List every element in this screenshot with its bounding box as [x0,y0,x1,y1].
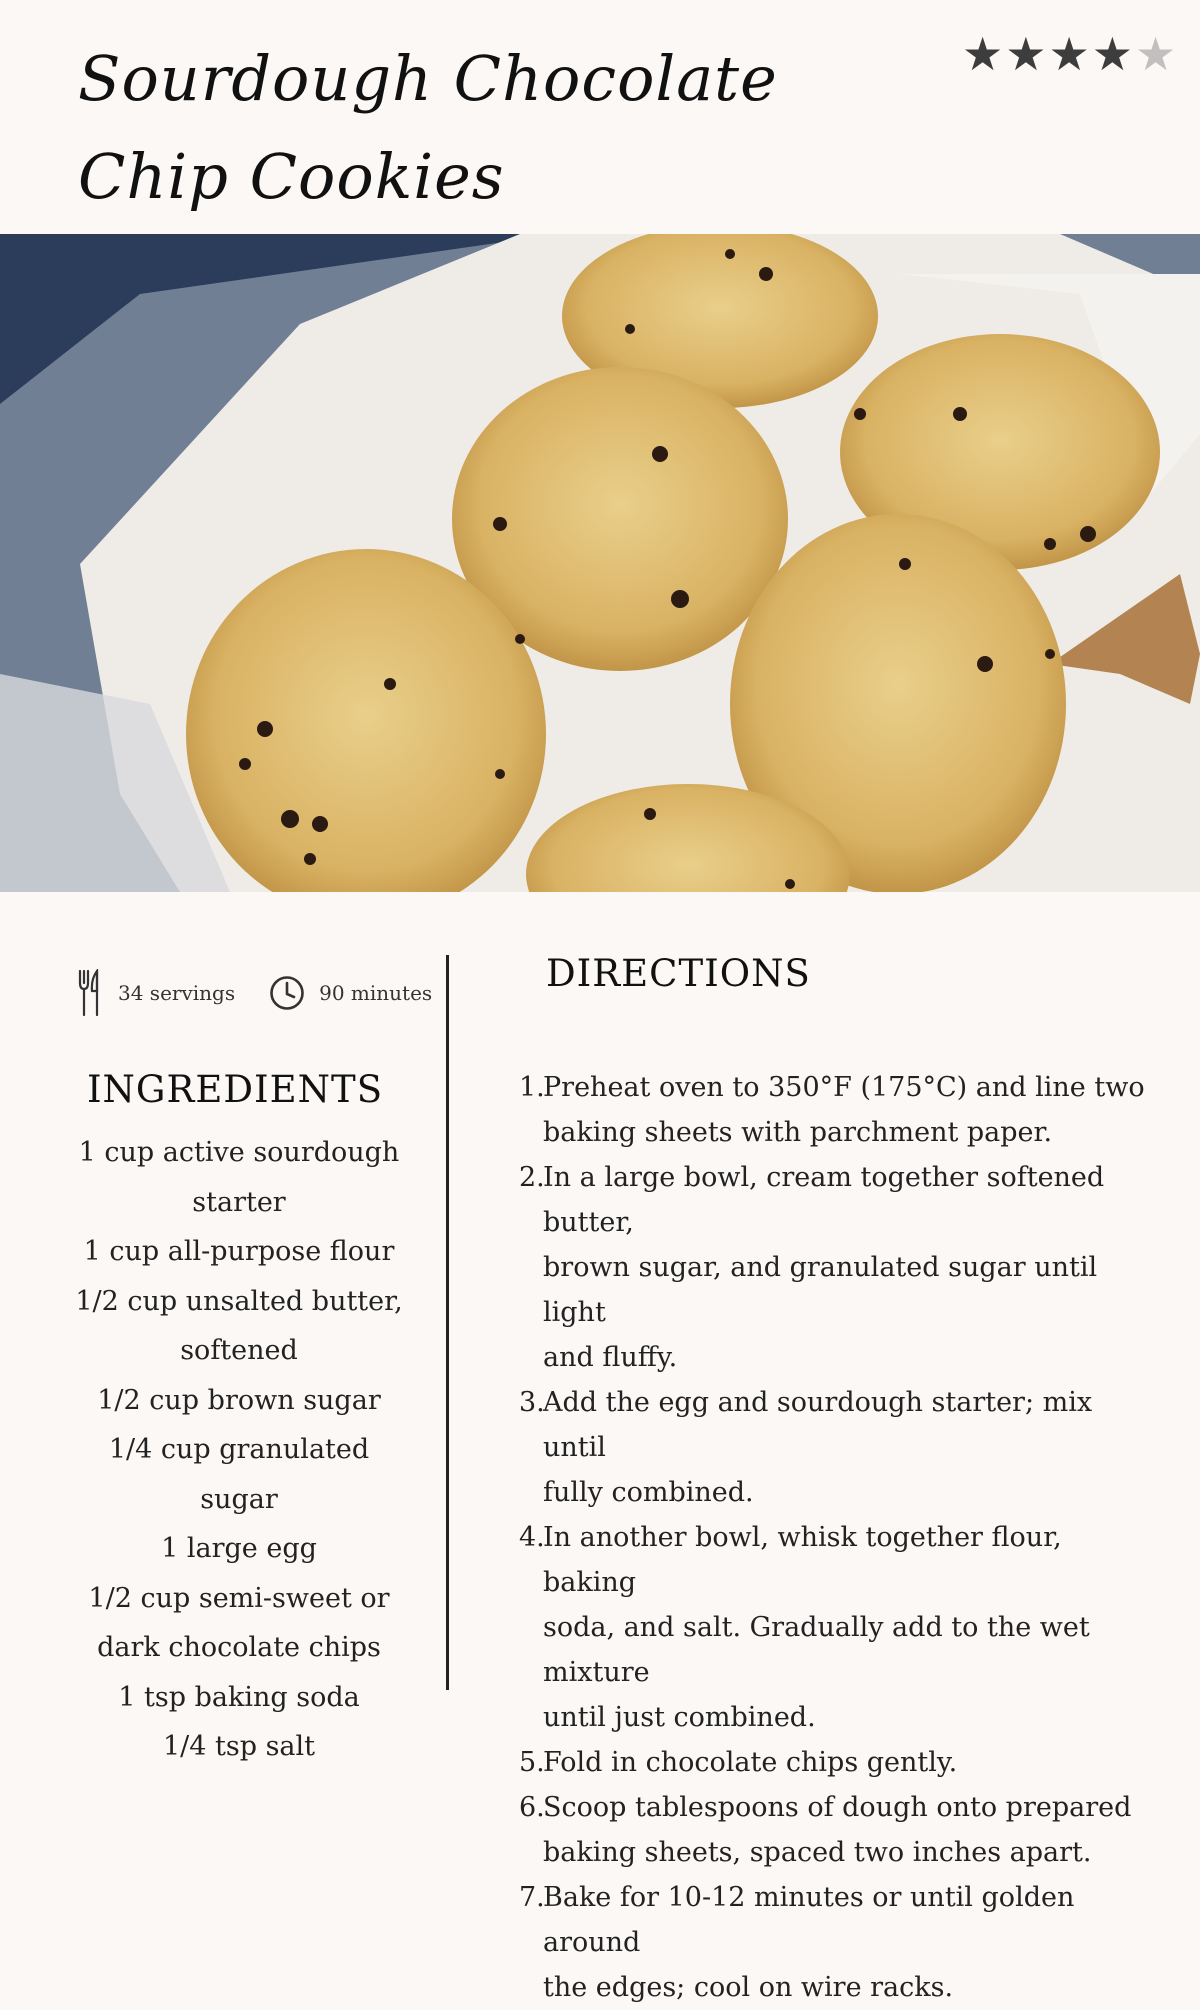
star-icon: ★ [962,27,1004,81]
step-text-line: brown sugar, and granulated sugar until light [543,1252,1098,1328]
direction-step [519,1740,1163,1785]
ingredient-line: 1/2 cup unsalted butter, [75,1285,403,1317]
step-number: 4. [519,1522,545,1553]
ingredient-line: sugar [200,1483,278,1515]
step-number: 3. [519,1387,545,1418]
ingredient-line: 1 cup active sourdough [78,1137,400,1168]
ingredient-line: starter [192,1186,286,1218]
step-text-line: and fluffy. [543,1342,678,1373]
star-icon: ★ [1135,27,1177,81]
step-number: 2. [519,1162,545,1193]
fork-knife-icon [76,969,104,1017]
step-text-line: until just combined. [543,1702,816,1733]
star-icon: ★ [1048,27,1090,81]
direction-step [519,1380,1163,1515]
step-text-line: Preheat oven to 350°F (175°C) and line two [543,1072,1145,1103]
step-number: 1. [519,1072,545,1103]
ingredients-list [70,1128,408,1772]
directions-list [519,1065,1163,2010]
directions-heading: DIRECTIONS [546,952,811,995]
step-text-line: soda, and salt. Gradually add to the wet mixture [543,1612,1090,1688]
ingredients-heading: INGREDIENTS [86,1068,384,1111]
recipe-title-line1: Sourdough Chocolate [78,42,778,115]
clock-icon [269,975,305,1011]
recipe-title-line2: Chip Cookies [78,140,505,213]
star-icon: ★ [1091,27,1133,81]
direction-step [519,1785,1163,1875]
ingredient-line: dark chocolate chips [97,1632,381,1663]
ingredient-line: 1/2 cup semi-sweet or [88,1582,390,1614]
ingredient-line: 1 tsp baking soda [118,1681,360,1713]
time-info [269,975,432,1011]
ingredient-line: 1/4 cup granulated [108,1434,370,1465]
servings-info [76,969,235,1017]
recipe-meta [76,965,466,1021]
recipe-title [78,30,778,226]
step-number: 6. [519,1792,545,1823]
step-text-line: the edges; cool on wire racks. [543,1972,954,2003]
step-text-line: fully combined. [543,1477,754,1508]
step-number: 5. [519,1747,545,1778]
step-text-line: Add the egg and sourdough starter; mix until [543,1387,1093,1463]
column-divider [446,955,449,1690]
direction-step [519,1515,1163,1740]
step-text-line: Fold in chocolate chips gently. [543,1747,958,1778]
direction-step [519,1065,1163,1155]
ingredient-line: 1 cup all-purpose flour [83,1236,395,1267]
step-text-line: In a large bowl, cream together softened butter, [543,1162,1105,1238]
ingredient-line: 1/2 cup brown sugar [97,1384,381,1416]
ingredient-line: 1 large egg [161,1533,317,1564]
servings-text: 34 servings [118,981,236,1005]
star-rating [962,24,1176,84]
step-text-line: baking sheets with parchment paper. [543,1117,1053,1148]
star-icon: ★ [1005,27,1047,81]
step-number: 7. [519,1882,545,1913]
step-text-line: Scoop tablespoons of dough onto prepared [543,1792,1132,1823]
step-text-line: In another bowl, whisk together flour, baking [543,1522,1062,1598]
direction-step [519,1155,1163,1380]
step-text-line: baking sheets, spaced two inches apart. [543,1837,1092,1868]
ingredient-line: 1/4 tsp salt [162,1731,316,1762]
time-text: 90 minutes [319,981,433,1005]
step-text-line: Bake for 10-12 minutes or until golden around [543,1882,1075,1958]
direction-step [519,1875,1163,2010]
ingredient-line: softened [180,1335,298,1366]
cookies-photo [0,234,1200,892]
